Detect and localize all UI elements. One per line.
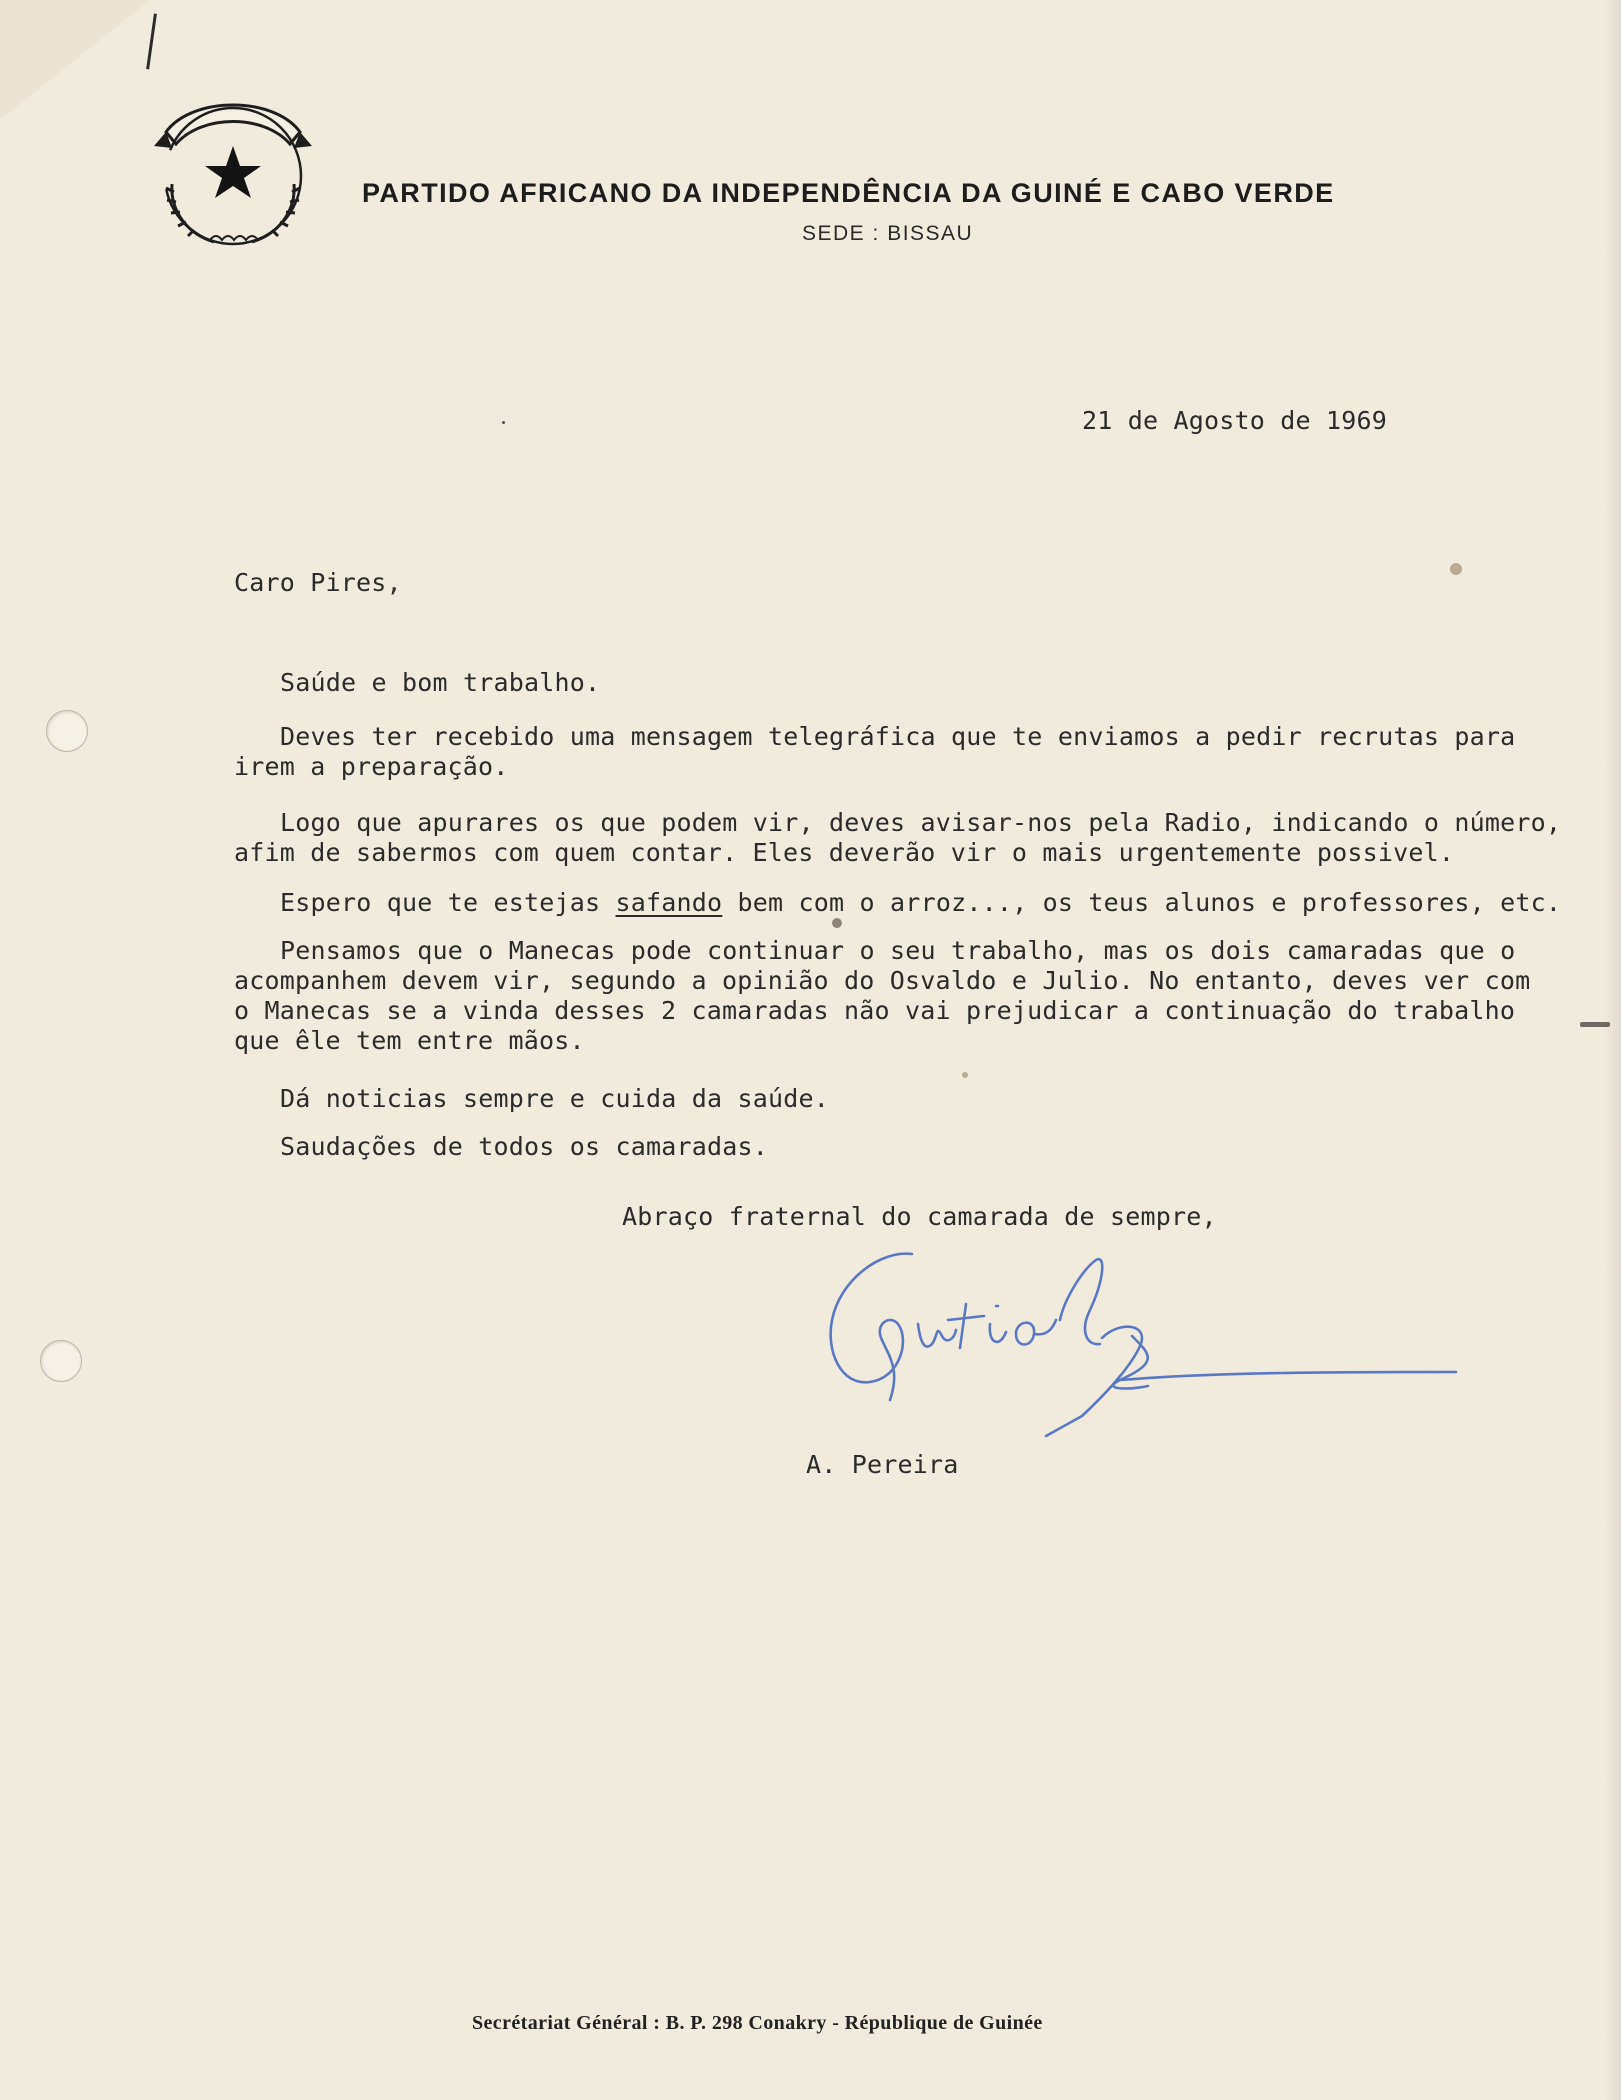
paper-speck [502, 421, 505, 424]
signer-name: A. Pereira [806, 1450, 959, 1479]
paragraph-line: que êle tem entre mãos. [234, 1026, 585, 1055]
paper-speck [832, 918, 842, 928]
letter-date: 21 de Agosto de 1969 [1082, 406, 1388, 435]
seal-text [314, 88, 315, 89]
signature-text [1460, 1240, 1461, 1241]
paigc-seal-logo [152, 88, 314, 256]
footer-address: Secrétariat Général : B. P. 298 Conakry - République de Guinée [472, 2012, 1043, 2034]
seal-motto [314, 88, 315, 89]
paragraph-line: irem a preparação. [234, 752, 509, 781]
salutation: Caro Pires, [234, 568, 402, 597]
paragraph-line: Deves ter recebido uma mensagem telegráfica que te enviamos a pedir recrutas para [280, 722, 1516, 751]
paragraph-line: Dá noticias sempre e cuida da saúde. [280, 1084, 830, 1113]
organization-name: PARTIDO AFRICANO DA INDEPENDÊNCIA DA GUINÉ E CABO VERDE [362, 178, 1335, 208]
handwritten-signature [820, 1240, 1460, 1450]
paragraph-line: Logo que apurares os que podem vir, deves avisar-nos pela Radio, indicando o número, [280, 808, 1562, 837]
punch-hole [40, 1340, 82, 1382]
paper-speck [1580, 1022, 1610, 1027]
pen-mark [146, 14, 165, 71]
text-span: Espero que te estejas [280, 888, 616, 917]
closing: Abraço fraternal do camarada de sempre, [622, 1202, 1217, 1231]
paragraph-line: o Manecas se a vinda desses 2 camaradas não vai prejudicar a continuação do trabalho [234, 996, 1516, 1025]
paragraph-line: Pensamos que o Manecas pode continuar o seu trabalho, mas os dois camaradas que o [280, 936, 1516, 965]
text-span: bem com o arroz..., os teus alunos e professores, etc. [722, 888, 1562, 917]
headquarters: SEDE : BISSAU [802, 222, 974, 245]
underlined-word: safando [615, 888, 723, 917]
star-icon [314, 88, 315, 89]
paper-speck [1450, 563, 1462, 575]
punch-hole [46, 710, 88, 752]
paragraph-line: Saudações de todos os camaradas. [280, 1132, 769, 1161]
paper-speck [962, 1072, 968, 1078]
paragraph-line: acompanhem devem vir, segundo a opinião do Osvaldo e Julio. No entanto, deves ver com [234, 966, 1531, 995]
paper-corner-fold [0, 0, 150, 120]
paragraph-greeting: Saúde e bom trabalho. [280, 668, 601, 697]
paragraph-line: afim de sabermos com quem contar. Eles deverão vir o mais urgentemente possivel. [234, 838, 1455, 867]
paragraph-line [280, 888, 1561, 917]
